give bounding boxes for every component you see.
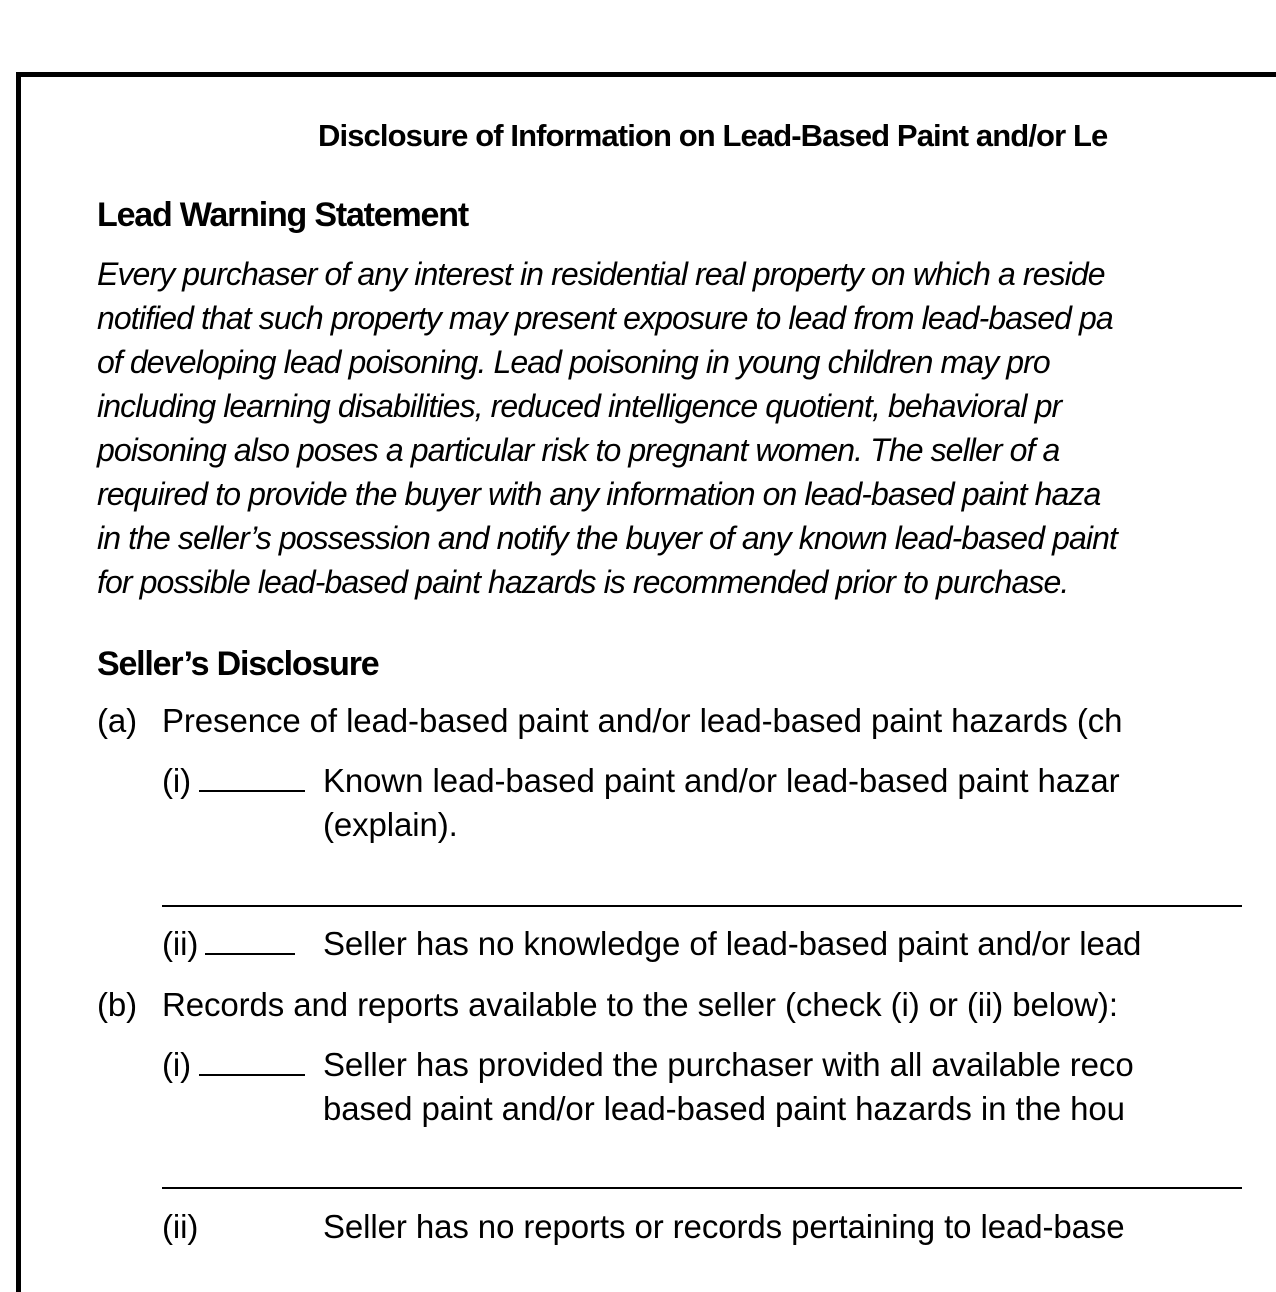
item-b-marker: (b) (97, 986, 138, 1023)
warning-line: poisoning also poses a particular risk to pregnant women. The seller of a (97, 432, 1060, 468)
item-a-marker: (a) (97, 702, 138, 739)
warning-line: required to provide the buyer with any information on lead-based paint haza (97, 476, 1101, 512)
item-b-text: Records and reports available to the seller (check (i) or (ii) below): (162, 986, 1118, 1023)
warning-line: Every purchaser of any interest in residential real property on which a reside (97, 256, 1105, 292)
item-a-i-marker: (i) (162, 762, 192, 799)
warning-line: including learning disabilities, reduced intelligence quotient, behavioral pr (97, 388, 1062, 424)
warning-line: of developing lead poisoning. Lead poisoning in young children may pro (97, 344, 1050, 380)
item-b-list-documents-line[interactable] (162, 1187, 1242, 1189)
lead-warning-statement (97, 252, 1117, 604)
item-b-i-text: Seller has provided the purchaser with all available reco (323, 1046, 1134, 1083)
item-a-i-text: Known lead-based paint and/or lead-based paint hazar (323, 762, 1120, 799)
item-b-i-checkbox-blank[interactable] (199, 1046, 305, 1084)
item-b-ii-marker: (ii) (162, 1208, 199, 1245)
warning-line: notified that such property may present exposure to lead from lead-based pa (97, 300, 1113, 336)
lead-warning-heading: Lead Warning Statement (97, 196, 468, 234)
item-a-explanation-line[interactable] (162, 905, 1242, 907)
item-b-i-marker: (i) (162, 1046, 192, 1083)
document-title: Disclosure of Information on Lead-Based Paint and/or Le (318, 118, 1108, 153)
sellers-disclosure-heading: Seller’s Disclosure (97, 645, 379, 683)
item-a-i-checkbox-blank[interactable] (199, 762, 305, 800)
item-a-ii-marker: (ii) (162, 925, 199, 962)
item-b-i-text-continued: based paint and/or lead-based paint hazards in the hou (323, 1090, 1125, 1127)
item-a-ii-checkbox-blank[interactable] (205, 925, 295, 963)
warning-line: in the seller’s possession and notify the buyer of any known lead-based paint (97, 520, 1117, 556)
item-a-ii-text: Seller has no knowledge of lead-based paint and/or lead (323, 925, 1142, 962)
item-a-i-text-continued: (explain). (323, 806, 458, 843)
warning-line: for possible lead-based paint hazards is recommended prior to purchase. (97, 564, 1069, 600)
item-b-ii-text: Seller has no reports or records pertaining to lead-base (323, 1208, 1125, 1245)
item-a-text: Presence of lead-based paint and/or lead-based paint hazards (ch (162, 702, 1123, 739)
